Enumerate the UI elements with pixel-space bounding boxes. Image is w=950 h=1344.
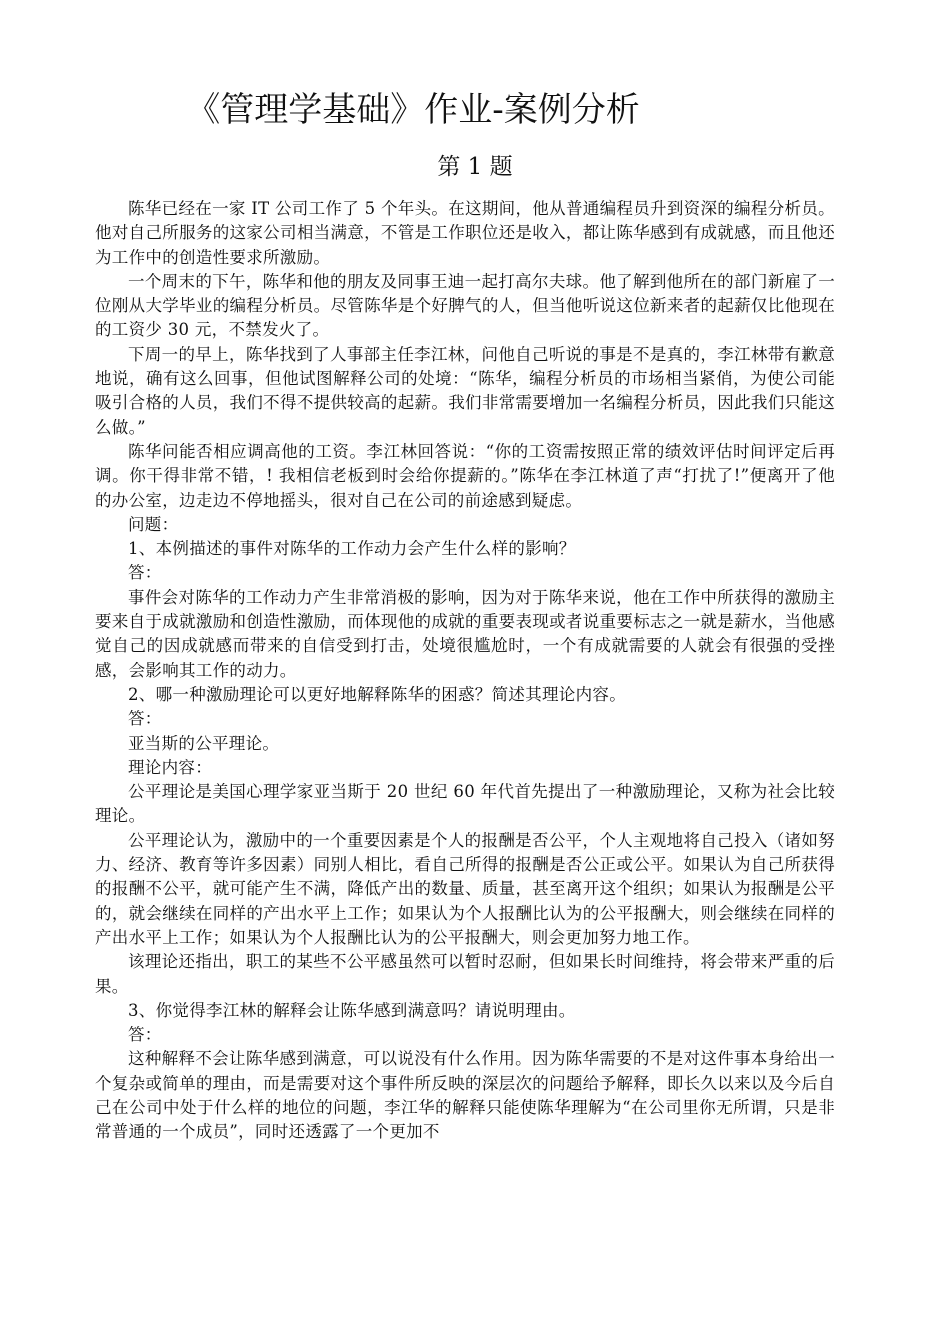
answer-3-text: 这种解释不会让陈华感到满意，可以说没有什么作用。因为陈华需要的不是对这件事本身给出一个复杂或简单的理由，而是需要对这个事件所反映的深层次的问题给予解释，即长久以来以及今后自己在公司中处于什么样的地位的问题，李江华的解释只能使陈华理解为“在公司里你无所谓，只是非常普通的一个成员”，同时还透露了一个更加不 xyxy=(95,1049,835,1142)
paragraph-intro: 陈华已经在一家 IT 公司工作了 5 个年头。在这期间，他从普通编程员升到资深的编程分析员。他对自己所服务的这家公司相当满意，不管是工作职位还是收入，都让陈华感到有成就感，而且他还为工作中的创造性要求所激励。 xyxy=(95,199,835,267)
question-2: 2、哪一种激励理论可以更好地解释陈华的困惑？简述其理论内容。 xyxy=(128,684,626,704)
document-title: 《管理学基础》作业-案例分析 xyxy=(186,90,640,130)
question-3: 3、你觉得李江林的解释会让陈华感到满意吗？请说明理由。 xyxy=(128,1000,576,1020)
answer-1-text: 事件会对陈华的工作动力产生非常消极的影响，因为对于陈华来说，他在工作中所获得的激励主要来自于成就激励和创造性激励，而体现他的成就的重要表现或者说重要标志之一就是薪水，当他感觉自己的因成就感而带来的自信受到打击，处境很尴尬时，一个有成就需要的人就会有很强的受挫感，会影响其工作的动力。 xyxy=(95,587,835,680)
question-1: 1、本例描述的事件对陈华的工作动力会产生什么样的影响？ xyxy=(128,539,576,559)
theory-consequence: 该理论还指出，职工的某些不公平感虽然可以暂时忍耐，但如果长时间维持，将会带来严重的后果。 xyxy=(95,952,835,996)
answer-2-theory-name: 亚当斯的公平理论。 xyxy=(128,733,280,753)
paragraph-salary-request: 陈华问能否相应调高他的工资。李江林回答说：“你的工资需按照正常的绩效评估时间评定后再调。你干得非常不错，! 我相信老板到时会给你提薪的。”陈华在李江林道了声“打扰了!”便离开了他的办公室，边走边不停地摇头，很对自己在公司的前途感到疑虑。 xyxy=(95,441,835,510)
paragraph-monday: 下周一的早上，陈华找到了人事部主任李江林，问他自己听说的事是不是真的，李江林带有歉意地说，确有这么回事，但他试图解释公司的处境：“陈华，编程分析员的市场相当紧俏，为使公司能吸引合格的人员，我们不得不提供较高的起薪。我们非常需要增加一名编程分析员，因此我们只能这么做。” xyxy=(95,344,835,437)
answer-label-2: 答： xyxy=(128,709,162,729)
questions-label: 问题： xyxy=(128,514,179,534)
theory-intro: 公平理论是美国心理学家亚当斯于 20 世纪 60 年代首先提出了一种激励理论，又称为社会比较理论。 xyxy=(95,782,835,826)
question-number-heading: 第 1 题 xyxy=(437,154,513,180)
theory-content-label: 理论内容： xyxy=(128,757,212,777)
theory-explanation: 公平理论认为，激励中的一个重要因素是个人的报酬是否公平，个人主观地将自己投入（诸如努力、经济、教育等许多因素）同别人相比，看自己所得的报酬是否公正或公平。如果认为自己所获得的报酬不公平，就可能产生不满，降低产出的数量、质量，甚至离开这个组织；如果认为报酬是公平的，就会继续在同样的产出水平上工作；如果认为个人报酬比认为的公平报酬大，则会继续在同样的产出水平上工作；如果认为个人报酬比认为的公平报酬大，则会更加努力地工作。 xyxy=(95,830,835,947)
document-body xyxy=(95,197,835,1145)
answer-label-1: 答： xyxy=(128,563,162,583)
paragraph-weekend: 一个周末的下午，陈华和他的朋友及同事王迪一起打高尔夫球。他了解到他所在的部门新雇了一位刚从大学毕业的编程分析员。尽管陈华是个好脾气的人，但当他听说这位新来者的起薪仅比他现在的工资少 30 元，不禁发火了。 xyxy=(95,271,835,340)
answer-label-3: 答： xyxy=(128,1025,162,1045)
